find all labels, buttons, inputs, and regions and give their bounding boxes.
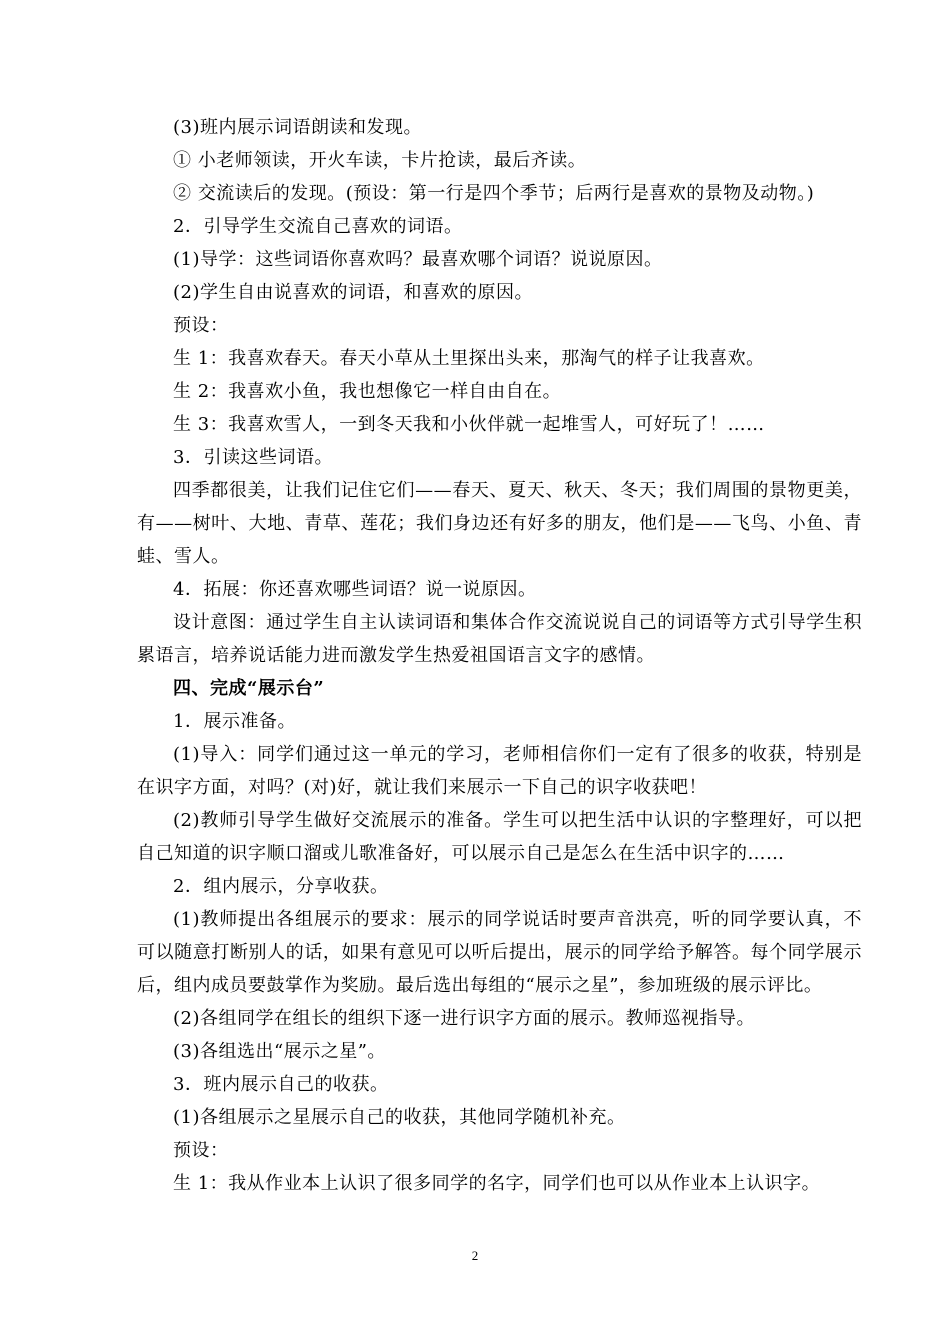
section-heading: 四、完成“展示台”	[173, 678, 325, 699]
paragraph: 生 2：我喜欢小鱼，我也想像它一样自由自在。	[173, 381, 562, 402]
paragraph: ① 小老师领读，开火车读，卡片抢读，最后齐读。	[173, 150, 587, 171]
paragraph: 2．引导学生交流自己喜欢的词语。	[173, 216, 463, 237]
paragraph: (2)各组同学在组长的组织下逐一进行识字方面的展示。教师巡视指导。	[173, 1008, 755, 1029]
paragraph: ② 交流读后的发现。(预设：第一行是四个季节；后两行是喜欢的景物及动物。)	[173, 183, 815, 204]
paragraph: (1)教师提出各组展示的要求：展示的同学说话时要声音洪亮，听的同学要认真，不可以随意打断别人的话，如果有意见可以听后提出，展示的同学给予解答。每个同学展示后，组内成员要鼓掌作为奖励。最后选出每组的“展示之星”，参加班级的展示评比。	[137, 909, 862, 996]
paragraph: (1)各组展示之星展示自己的收获，其他同学随机补充。	[173, 1107, 626, 1128]
paragraph: (2)教师引导学生做好交流展示的准备。学生可以把生活中认识的字整理好，可以把自己知道的识字顺口溜或儿歌准备好，可以展示自己是怎么在生活中识字的……	[137, 810, 862, 864]
paragraph: 4．拓展：你还喜欢哪些词语？说一说原因。	[173, 579, 537, 600]
paragraph: 3．班内展示自己的收获。	[173, 1074, 389, 1095]
paragraph: 3．引读这些词语。	[173, 447, 333, 468]
paragraph: (3)各组选出“展示之星”。	[173, 1041, 386, 1062]
document-body	[137, 111, 862, 1200]
page-number: 2	[471, 1248, 479, 1263]
paragraph: 预设：	[173, 315, 229, 336]
paragraph: (1)导入：同学们通过这一单元的学习，老师相信你们一定有了很多的收获，特别是在识字方面，对吗？(对)好，就让我们来展示一下自己的识字收获吧！	[137, 744, 862, 798]
paragraph: 1．展示准备。	[173, 711, 296, 732]
paragraph: (3)班内展示词语朗读和发现。	[173, 117, 422, 138]
paragraph: (1)导学：这些词语你喜欢吗？最喜欢哪个词语？说说原因。	[173, 249, 663, 270]
paragraph: 预设：	[173, 1140, 229, 1161]
paragraph: 四季都很美，让我们记住它们——春天、夏天、秋天、冬天；我们周围的景物更美，有——树叶、大地、青草、莲花；我们身边还有好多的朋友，他们是——飞鸟、小鱼、青蛙、雪人。	[137, 480, 862, 567]
paragraph: 生 3：我喜欢雪人，一到冬天我和小伙伴就一起堆雪人，可好玩了！……	[173, 414, 765, 435]
paragraph: 生 1：我从作业本上认识了很多同学的名字，同学们也可以从作业本上认识字。	[173, 1173, 821, 1194]
paragraph: (2)学生自由说喜欢的词语，和喜欢的原因。	[173, 282, 533, 303]
paragraph: 生 1：我喜欢春天。春天小草从土里探出头来，那淘气的样子让我喜欢。	[173, 348, 765, 369]
paragraph: 设计意图：通过学生自主认读词语和集体合作交流说说自己的词语等方式引导学生积累语言，培养说话能力进而激发学生热爱祖国语言文字的感情。	[137, 612, 862, 666]
paragraph: 2．组内展示，分享收获。	[173, 876, 389, 897]
